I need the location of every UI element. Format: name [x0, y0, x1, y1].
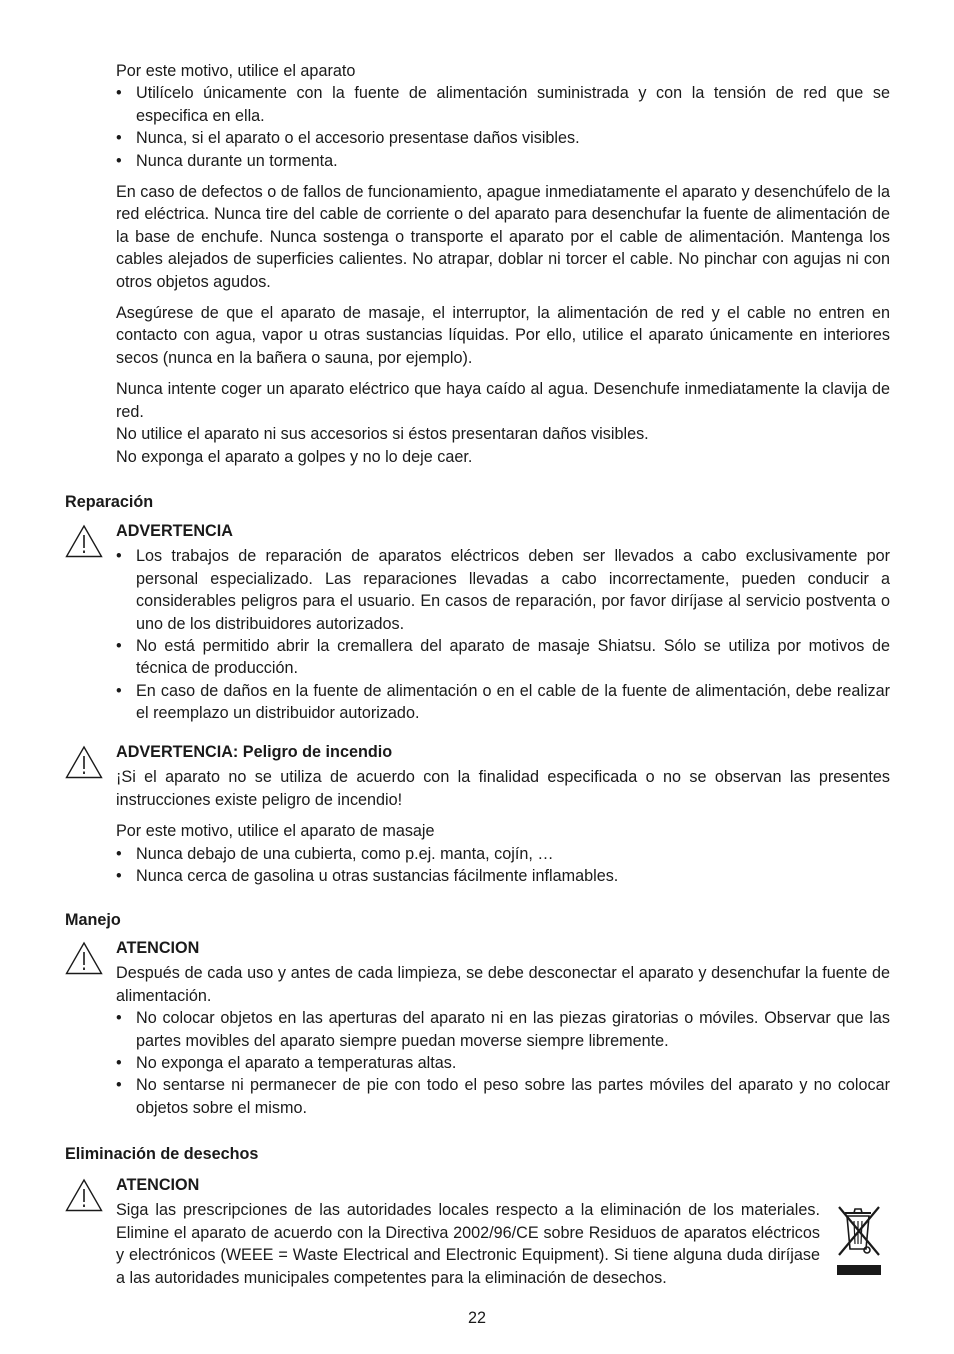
- intro-bullet-list: [116, 82, 890, 172]
- list-item: • No colocar objetos en las aperturas del aparato ni en las piezas giratorias o móviles. Observar que las partes movibles del aparato siempre puedan moverse siempre libremente.: [116, 1007, 890, 1052]
- list-item: • Nunca durante un tormenta.: [116, 150, 890, 172]
- paragraph-fallen-device: Nunca intente coger un aparato eléctrico que haya caído al agua. Desenchufe inmediatamente la clavija de red.: [116, 380, 890, 421]
- fire-warning-text: ¡Si el aparato no se utiliza de acuerdo con la finalidad especificada o no se observan las presentes instrucciones existe peligro de incendio!: [116, 768, 890, 809]
- list-item: • Los trabajos de reparación de aparatos eléctricos deben ser llevados a cabo exclusivamente por personal especializado. Las reparaciones llevadas a cabo incorrectamente, pueden conducir a considerables peligros para el usuario. En casos de reparación, por favor diríjase al servicio postventa o uno de los distribuidores autorizados.: [116, 545, 890, 635]
- paragraph-water: Asegúrese de que el aparato de masaje, el interruptor, la alimentación de red y el cable no entren en contacto con agua, vapor u otras sustancias líquidas. Por ello, utilice el aparato únicamente en interiores secos (nunca en la bañera o sauna, por ejemplo).: [116, 304, 890, 367]
- warning-triangle-icon: [65, 524, 103, 558]
- handling-bullet-list: [116, 1007, 890, 1119]
- intro-section: [116, 60, 890, 468]
- list-item: • En caso de daños en la fuente de alimentación o en el cable de la fuente de alimentación, debe realizar el reemplazo un distribuidor autorizado.: [116, 680, 890, 725]
- list-item: • No sentarse ni permanecer de pie con todo el peso sobre las partes móviles del aparato y no colocar objetos sobre el mismo.: [116, 1074, 890, 1119]
- list-item: • No exponga el aparato a temperaturas altas.: [116, 1052, 890, 1074]
- caution-title: ATENCION: [116, 1176, 200, 1194]
- fire-bullet-list: [116, 843, 890, 888]
- warning-triangle-icon: [65, 941, 103, 975]
- disposal-text: Siga las prescripciones de las autoridades locales respecto a la eliminación de los materiales. Elimine el aparato de acuerdo con la Directiva 2002/96/CE sobre Residuos de aparatos eléctricos y electrónicos (WEEE = Waste Electrical and Electronic Equipment). Si tiene alguna duda diríjase a las autoridades municipales competentes para la eliminación de desechos.: [116, 1201, 820, 1287]
- handling-text: Después de cada uso y antes de cada limpieza, se debe desconectar el aparato y desenchufar la fuente de alimentación.: [116, 964, 890, 1005]
- paragraph-impacts: No exponga el aparato a golpes y no lo deje caer.: [116, 447, 473, 466]
- caution-handling: [116, 937, 890, 1119]
- fire-warning-lead: Por este motivo, utilice el aparato de masaje: [116, 822, 435, 841]
- list-item: • Utilícelo únicamente con la fuente de alimentación suministrada y con la tensión de red que se especifica en ella.: [116, 82, 890, 127]
- section-heading-reparacion: Reparación: [65, 493, 154, 511]
- page-number: 22: [467, 1309, 486, 1327]
- paragraph-defects: En caso de defectos o de fallos de funcionamiento, apague inmediatamente el aparato y desenchúfelo de la red eléctrica. Nunca tire del cable de corriente o del aparato para desenchufar la fuente de alimentación de la base de enchufe. Nunca sostenga o transporte el aparato por el cable de alimentación. Mantenga los cables alejados de superficies calientes. No atrapar, doblar ni torcer el cable. No pinchar con agujas ni con otros objetos agudos.: [116, 183, 890, 291]
- paragraph-damaged: No utilice el aparato ni sus accesorios si éstos presentaran daños visibles.: [116, 425, 649, 444]
- list-item: • Nunca debajo de una cubierta, como p.ej. manta, cojín, …: [116, 843, 890, 865]
- caution-title: ATENCION: [116, 939, 200, 957]
- intro-lead: Por este motivo, utilice el aparato: [116, 62, 356, 80]
- section-heading-eliminacion: Eliminación de desechos: [65, 1145, 259, 1163]
- crossed-out-wheelie-bin-icon: [834, 1203, 884, 1277]
- warning-title: ADVERTENCIA: Peligro de incendio: [116, 743, 393, 761]
- list-item: • Nunca, si el aparato o el accesorio presentase daños visibles.: [116, 127, 890, 149]
- warning-triangle-icon: [65, 1178, 103, 1212]
- warning-fire: [116, 741, 890, 887]
- warning-title: ADVERTENCIA: [116, 522, 233, 540]
- section-heading-manejo: Manejo: [65, 911, 121, 929]
- caution-disposal: [116, 1174, 820, 1289]
- list-item: • No está permitido abrir la cremallera del aparato de masaje Shiatsu. Sólo se utiliza por motivos de técnica de producción.: [116, 635, 890, 680]
- repair-bullet-list: [116, 545, 890, 724]
- list-item: • Nunca cerca de gasolina u otras sustancias fácilmente inflamables.: [116, 865, 890, 887]
- warning-triangle-icon: [65, 745, 103, 779]
- warning-repair: [116, 520, 890, 725]
